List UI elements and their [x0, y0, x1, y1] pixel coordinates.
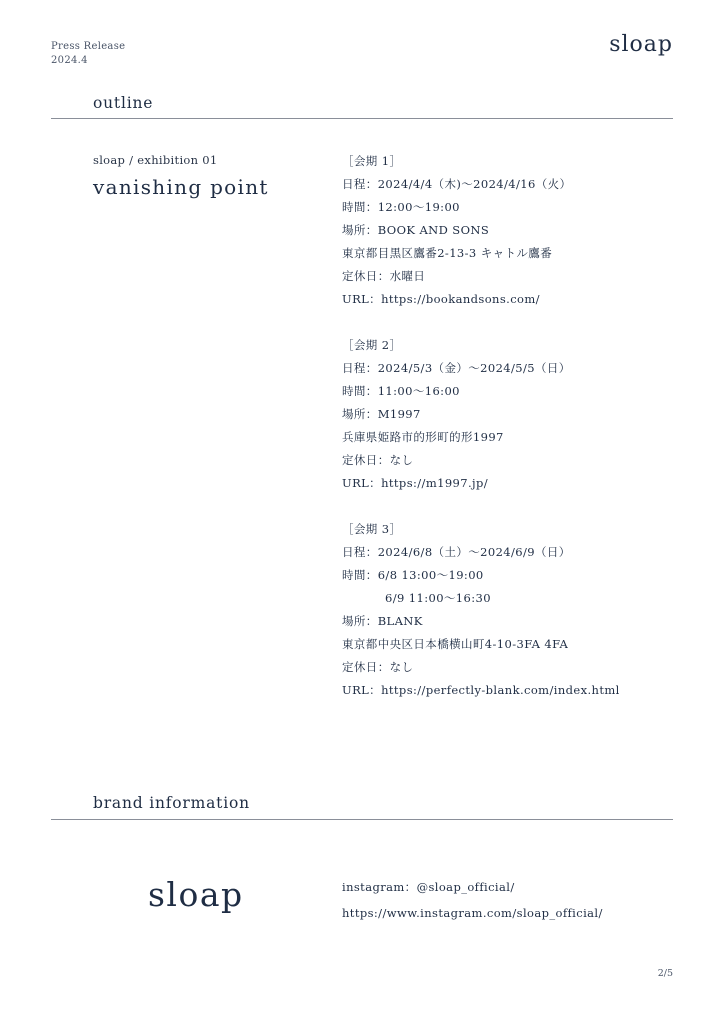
venue-1-place: 場所：BOOK AND SONS — [342, 223, 490, 237]
venue-3-hours: 時間：6/8 13:00〜19:00 — [342, 568, 484, 582]
press-release-header — [51, 40, 125, 68]
venue-list — [342, 150, 672, 725]
venue-1-heading: ［会期 1］ — [342, 154, 402, 168]
brand-logo: sloap — [148, 875, 244, 914]
brand-heading: brand information — [93, 794, 250, 812]
venue-1-closed: 定休日：水曜日 — [342, 269, 426, 283]
brand-divider — [51, 819, 673, 820]
venue-2-closed: 定休日：なし — [342, 453, 414, 467]
press-release-label: Press Release — [51, 41, 126, 52]
venue-2-heading: ［会期 2］ — [342, 338, 402, 352]
header-logo: sloap — [609, 32, 673, 57]
outline-divider — [51, 118, 673, 119]
venue-3-hours-second-day: 6/9 11:00〜16:30 — [385, 591, 491, 605]
venue-2-dates: 日程：2024/5/3（金）〜2024/5/5（日） — [342, 361, 571, 375]
venue-2-url[interactable]: URL：https://m1997.jp/ — [342, 476, 489, 490]
venue-2 — [342, 334, 672, 495]
venue-3-url[interactable]: URL：https://perfectly-blank.com/index.html — [342, 683, 620, 697]
venue-1-address: 東京都目黒区鷹番2-13-3 キャトル鷹番 — [342, 246, 553, 260]
venue-2-place: 場所：M1997 — [342, 407, 421, 421]
release-date: 2024.4 — [51, 55, 88, 66]
exhibition-label: sloap / exhibition 01 — [93, 153, 218, 167]
venue-1-url[interactable]: URL：https://bookandsons.com/ — [342, 292, 540, 306]
instagram-handle[interactable]: instagram：@sloap_official/ — [342, 880, 515, 894]
venue-3-address: 東京都中央区日本橋横山町4-10-3FA 4FA — [342, 637, 569, 651]
venue-3-dates: 日程：2024/6/8（土）〜2024/6/9（日） — [342, 545, 571, 559]
venue-3-place: 場所：BLANK — [342, 614, 423, 628]
page-number: 2/5 — [657, 968, 673, 979]
venue-3 — [342, 518, 672, 702]
instagram-url[interactable]: https://www.instagram.com/sloap_official/ — [342, 906, 603, 920]
venue-1 — [342, 150, 672, 311]
outline-heading: outline — [93, 94, 154, 112]
social-links — [342, 874, 603, 926]
venue-2-hours: 時間：11:00〜16:00 — [342, 384, 460, 398]
exhibition-title: vanishing point — [93, 175, 269, 199]
venue-2-address: 兵庫県姫路市的形町的形1997 — [342, 430, 504, 444]
venue-3-closed: 定休日：なし — [342, 660, 414, 674]
venue-1-dates: 日程：2024/4/4（木)〜2024/4/16（火） — [342, 177, 572, 191]
venue-1-hours: 時間：12:00〜19:00 — [342, 200, 460, 214]
venue-3-heading: ［会期 3］ — [342, 522, 402, 536]
